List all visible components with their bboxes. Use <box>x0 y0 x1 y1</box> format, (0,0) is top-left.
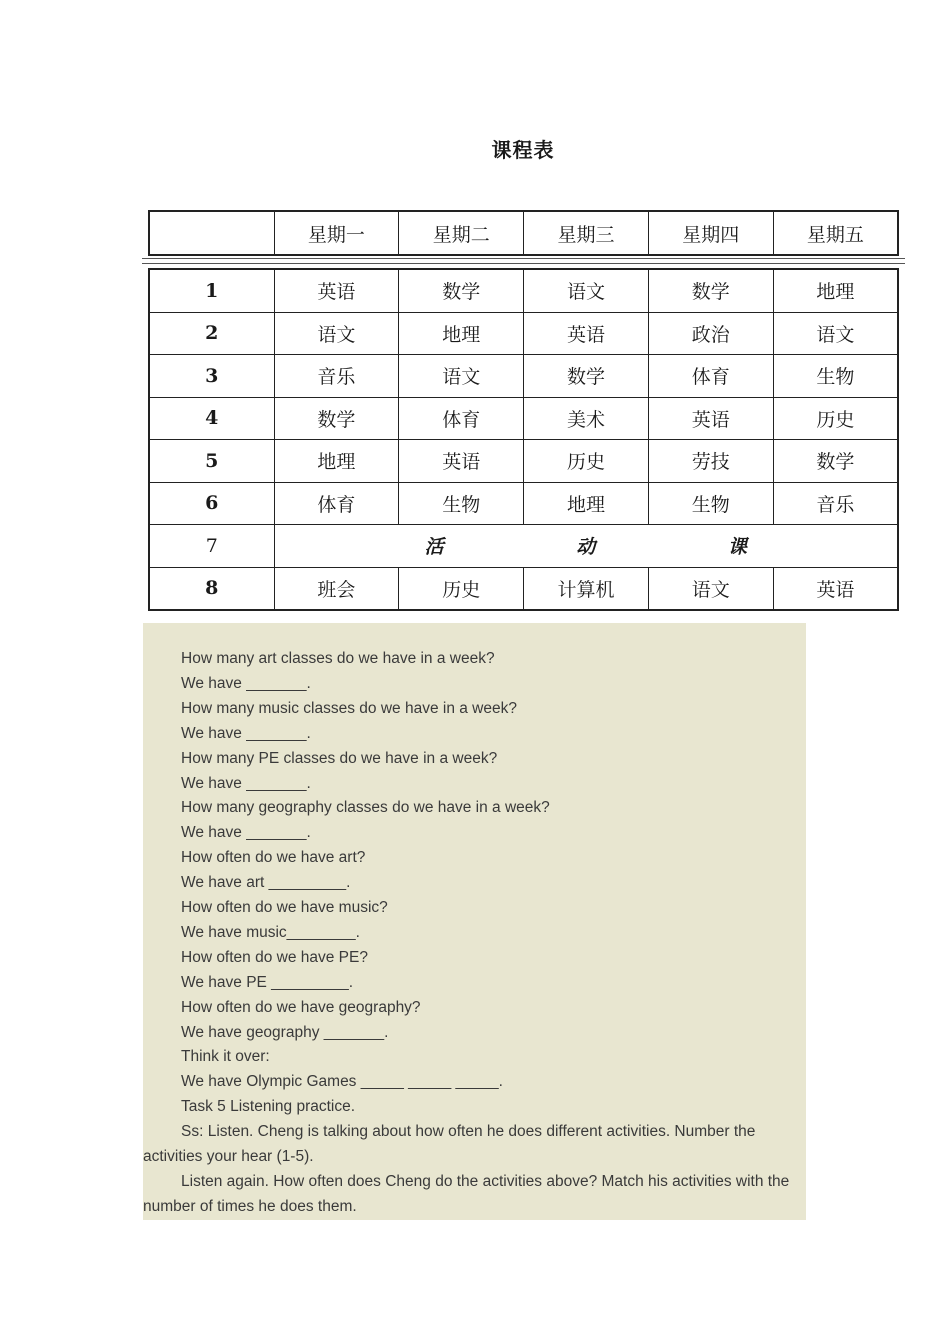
exercise-line: How often do we have geography? <box>181 999 421 1016</box>
activity-char: 动 <box>576 536 596 559</box>
class-cell: 数学 <box>399 269 524 312</box>
class-cell: 生物 <box>773 355 898 398</box>
period-number: 7 <box>149 525 274 568</box>
table-row <box>149 567 898 610</box>
class-cell: 地理 <box>524 482 649 525</box>
page-title: 课程表 <box>491 138 555 162</box>
class-cell: 历史 <box>773 397 898 440</box>
day-header: 星期四 <box>648 211 773 255</box>
schedule-header-table <box>148 210 899 256</box>
exercise-line: Task 5 Listening practice. <box>181 1098 356 1115</box>
period-number: 5 <box>149 440 274 483</box>
activity-cell <box>274 525 898 568</box>
activity-char: 课 <box>727 536 747 559</box>
period-number: 4 <box>149 397 274 440</box>
day-header: 星期三 <box>524 211 649 255</box>
table-row <box>149 440 898 483</box>
class-cell: 体育 <box>648 355 773 398</box>
class-cell: 语文 <box>773 312 898 355</box>
class-cell: 地理 <box>773 269 898 312</box>
exercise-line: How many music classes do we have in a week? <box>181 700 517 717</box>
table-row <box>149 482 898 525</box>
class-cell: 生物 <box>648 482 773 525</box>
double-divider-line <box>142 258 905 259</box>
class-cell: 英语 <box>524 312 649 355</box>
exercise-line: We have _______. <box>181 725 311 742</box>
class-cell: 数学 <box>648 269 773 312</box>
class-cell: 计算机 <box>524 567 649 610</box>
class-cell: 地理 <box>274 440 399 483</box>
double-divider-line <box>142 263 905 264</box>
class-cell: 劳技 <box>648 440 773 483</box>
exercise-line: How many art classes do we have in a week? <box>181 650 495 667</box>
class-cell: 数学 <box>274 397 399 440</box>
exercise-line: We have _______. <box>181 675 311 692</box>
period-number: 8 <box>149 567 274 610</box>
class-cell: 政治 <box>648 312 773 355</box>
day-header: 星期二 <box>399 211 524 255</box>
exercise-line: Think it over: <box>181 1048 270 1065</box>
class-cell: 英语 <box>399 440 524 483</box>
class-cell: 语文 <box>274 312 399 355</box>
class-cell: 语文 <box>399 355 524 398</box>
class-cell: 数学 <box>524 355 649 398</box>
class-cell: 英语 <box>773 567 898 610</box>
period-number: 1 <box>149 269 274 312</box>
class-cell: 生物 <box>399 482 524 525</box>
period-number: 3 <box>149 355 274 398</box>
exercise-paragraph: Ss: Listen. Cheng is talking about how often he does different activities. Number the activities your hear (1-5). <box>143 1123 756 1165</box>
exercise-text-box <box>143 623 806 1220</box>
day-header: 星期五 <box>773 211 898 255</box>
table-row <box>149 355 898 398</box>
exercise-line: We have music________. <box>181 924 360 941</box>
period-number: 2 <box>149 312 274 355</box>
exercise-line: How many geography classes do we have in a week? <box>181 799 550 816</box>
class-cell: 美术 <box>524 397 649 440</box>
table-row <box>149 269 898 312</box>
table-row <box>149 312 898 355</box>
activity-row <box>149 525 898 568</box>
day-header: 星期一 <box>274 211 399 255</box>
class-cell: 体育 <box>274 482 399 525</box>
class-cell: 体育 <box>399 397 524 440</box>
exercise-paragraph: Listen again. How often does Cheng do the activities above? Match his activities with the number of times he does them. <box>143 1173 790 1215</box>
exercise-line: We have _______. <box>181 824 311 841</box>
exercise-line: We have art _________. <box>181 874 351 891</box>
corner-cell <box>149 211 274 255</box>
exercise-line: We have _______. <box>181 775 311 792</box>
class-cell: 语文 <box>524 269 649 312</box>
schedule-body-table <box>148 268 899 611</box>
class-cell: 班会 <box>274 567 399 610</box>
class-cell: 音乐 <box>274 355 399 398</box>
exercise-line: How many PE classes do we have in a week? <box>181 750 498 767</box>
class-cell: 历史 <box>399 567 524 610</box>
period-number: 6 <box>149 482 274 525</box>
exercise-line: We have PE _________. <box>181 974 354 991</box>
class-cell: 语文 <box>648 567 773 610</box>
exercise-line: We have geography _______. <box>181 1024 389 1041</box>
class-cell: 历史 <box>524 440 649 483</box>
exercise-line: We have Olympic Games _____ _____ _____. <box>181 1073 503 1090</box>
class-cell: 数学 <box>773 440 898 483</box>
exercise-line: How often do we have music? <box>181 899 388 916</box>
class-cell: 英语 <box>274 269 399 312</box>
exercise-line: How often do we have art? <box>181 849 366 866</box>
class-cell: 地理 <box>399 312 524 355</box>
header-row <box>149 211 898 255</box>
exercise-line: How often do we have PE? <box>181 949 368 966</box>
table-row <box>149 397 898 440</box>
class-cell: 英语 <box>648 397 773 440</box>
activity-char: 活 <box>424 536 444 559</box>
class-cell: 音乐 <box>773 482 898 525</box>
